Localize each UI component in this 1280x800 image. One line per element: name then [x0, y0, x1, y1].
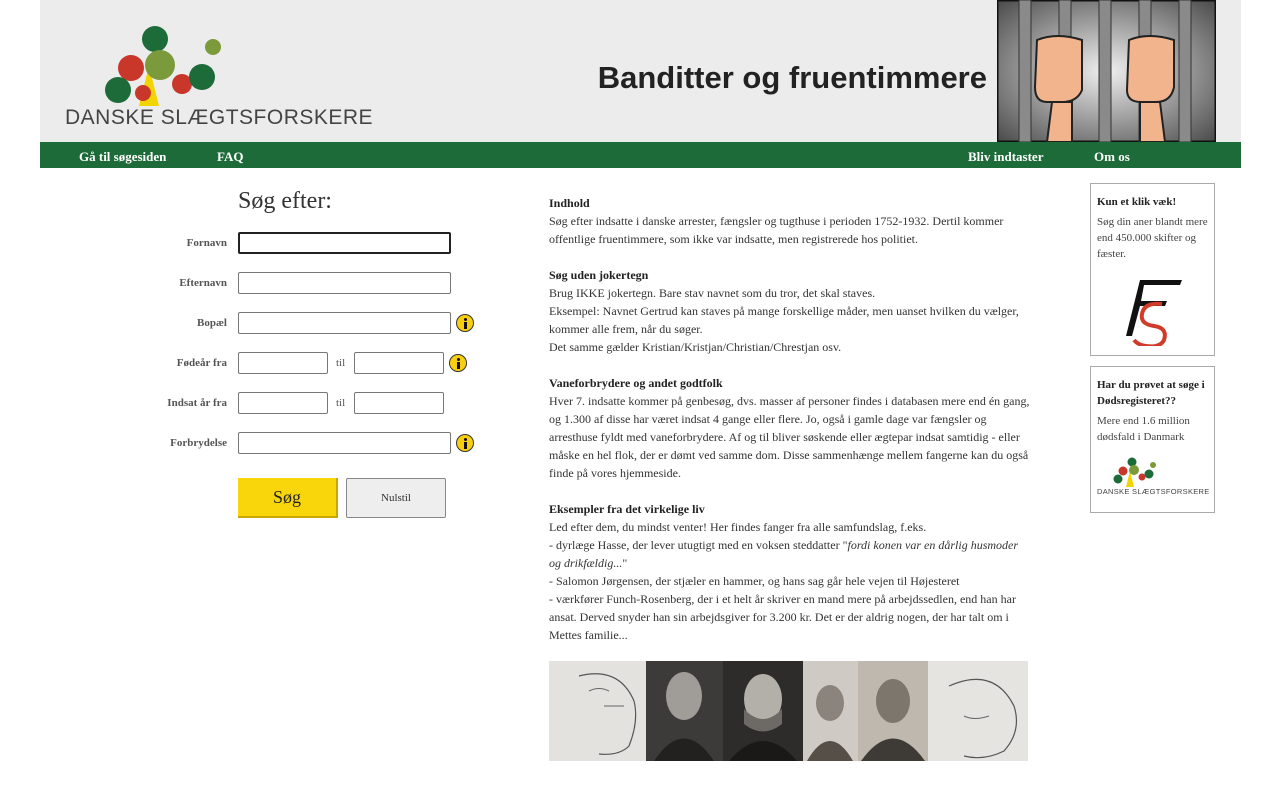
inmate-year-label: Indsat år fra: [167, 397, 227, 409]
content-heading: Vaneforbrydere og andet godtfolk: [549, 376, 723, 390]
content-heading: Eksempler fra det virkelige liv: [549, 502, 705, 516]
main-nav: [40, 142, 1241, 168]
ad-skifter[interactable]: [1090, 183, 1215, 356]
birth-year-info-icon[interactable]: [449, 354, 467, 372]
fs-logo-icon: [1118, 274, 1188, 346]
residence-input[interactable]: [238, 312, 451, 334]
example-text-end: ": [622, 556, 628, 570]
intro-content: [549, 194, 1033, 644]
search-form-title: Søg efter:: [238, 188, 332, 214]
content-heading: Indhold: [549, 196, 590, 210]
content-paragraph: Det samme gælder Kristian/Kristjan/Christian/Chrestjan osv.: [549, 340, 842, 354]
example-quote: fordi konen var en dårlig husmoder og drikfældig...: [549, 538, 1019, 570]
content-heading: Søg uden jokertegn: [549, 268, 649, 282]
first-name-input[interactable]: [238, 232, 451, 254]
content-paragraph: Søg efter indsatte i danske arrester, fængsler og tugthuse i perioden 1752-1932. Dertil kommer offentlige fruentimmere, som ikke var indsatte, men registrerede hos politiet.: [549, 214, 1004, 246]
content-paragraph: Led efter dem, du mindst venter! Her findes fanger fra alle samfundslag, f.eks.: [549, 520, 927, 534]
content-paragraph: Hver 7. indsatte kommer på genbesøg, dvs. masser af personer findes i databasen mere end én gang, og 1.300 af disse har været indsat 4 gange eller flere. Jo, også i gamle dage var fængsler og arresthuse fyldt med vaneforbrydere. Af og til bliver søskende eller ægtepar indsat samtidig - eller måske en hel flok, der er dømt ved samme dom. Disse sammenhænge mellem fangerne kan du også finde på vores hjemmeside.: [549, 394, 1030, 480]
tree-logo-icon: [65, 22, 365, 106]
ad-death-register[interactable]: [1090, 366, 1215, 513]
inmate-year-to-input[interactable]: [354, 392, 444, 414]
ad-title: Har du prøvet at søge i Dødsregisteret??: [1097, 379, 1205, 407]
site-logo[interactable]: [65, 22, 374, 130]
birth-year-to-input[interactable]: [354, 352, 444, 374]
birth-year-label: Fødeår fra: [176, 357, 227, 369]
content-paragraph: Eksempel: Navnet Gertrud kan staves på mange forskellige måder, men uanset hvilken du vælger, kommer alle frem, når du søger.: [549, 304, 1019, 336]
example-text: - dyrlæge Hasse, der lever utugtigt med en voksen steddatter ": [549, 538, 848, 552]
nav-join-link[interactable]: Bliv indtaster: [968, 149, 1044, 164]
ad-text: Søg din aner blandt mere end 450.000 skifter og fæster.: [1097, 216, 1208, 260]
crime-input[interactable]: [238, 432, 451, 454]
site-header: [40, 0, 1241, 142]
birth-year-to-label: til: [336, 357, 346, 369]
ad-text: Mere end 1.6 million dødsfald i Danmark: [1097, 415, 1190, 443]
residence-label: Bopæl: [197, 317, 227, 329]
inmate-year-to-label: til: [336, 397, 346, 409]
content-paragraph: - værkfører Funch-Rosenberg, der i et helt år skriver en mand mere på arbejdssedlen, end han har ansat. Derved snyder han sin arbejdsgiver for 3.200 kr. Det er der aldrig nogen, der har talt om i Mettes familie...: [549, 592, 1016, 642]
nav-search-page-link[interactable]: Gå til søgesiden: [79, 149, 167, 164]
content-paragraph: [549, 536, 1033, 572]
first-name-label: Fornavn: [186, 237, 227, 249]
reset-button[interactable]: Nulstil: [346, 478, 446, 518]
last-name-label: Efternavn: [179, 277, 227, 289]
nav-faq-link[interactable]: FAQ: [217, 149, 244, 164]
small-logo-text: DANSKE SLÆGTSFORSKERE: [1097, 487, 1210, 496]
search-button[interactable]: Søg: [238, 478, 338, 518]
site-title: Banditter og fruentimmere: [597, 60, 987, 95]
birth-year-from-input[interactable]: [238, 352, 328, 374]
inmate-year-from-input[interactable]: [238, 392, 328, 414]
ad-title: Kun et klik væk!: [1097, 196, 1177, 208]
content-paragraph: Brug IKKE jokertegn. Bare stav navnet som du tror, det skal staves.: [549, 286, 876, 300]
small-tree-logo-icon: [1097, 457, 1207, 487]
nav-about-link[interactable]: Om os: [1094, 149, 1130, 164]
prisoner-photo-strip: [549, 661, 1028, 761]
crime-label: Forbrydelse: [170, 437, 227, 449]
residence-info-icon[interactable]: [456, 314, 474, 332]
content-paragraph: - Salomon Jørgensen, der stjæler en hammer, og hans sag går hele vejen til Højesteret: [549, 574, 960, 588]
logo-text: DANSKE SLÆGTSFORSKERE: [65, 106, 374, 129]
small-logo: [1097, 457, 1208, 497]
crime-info-icon[interactable]: [456, 434, 474, 452]
last-name-input[interactable]: [238, 272, 451, 294]
jail-image: [997, 0, 1216, 142]
